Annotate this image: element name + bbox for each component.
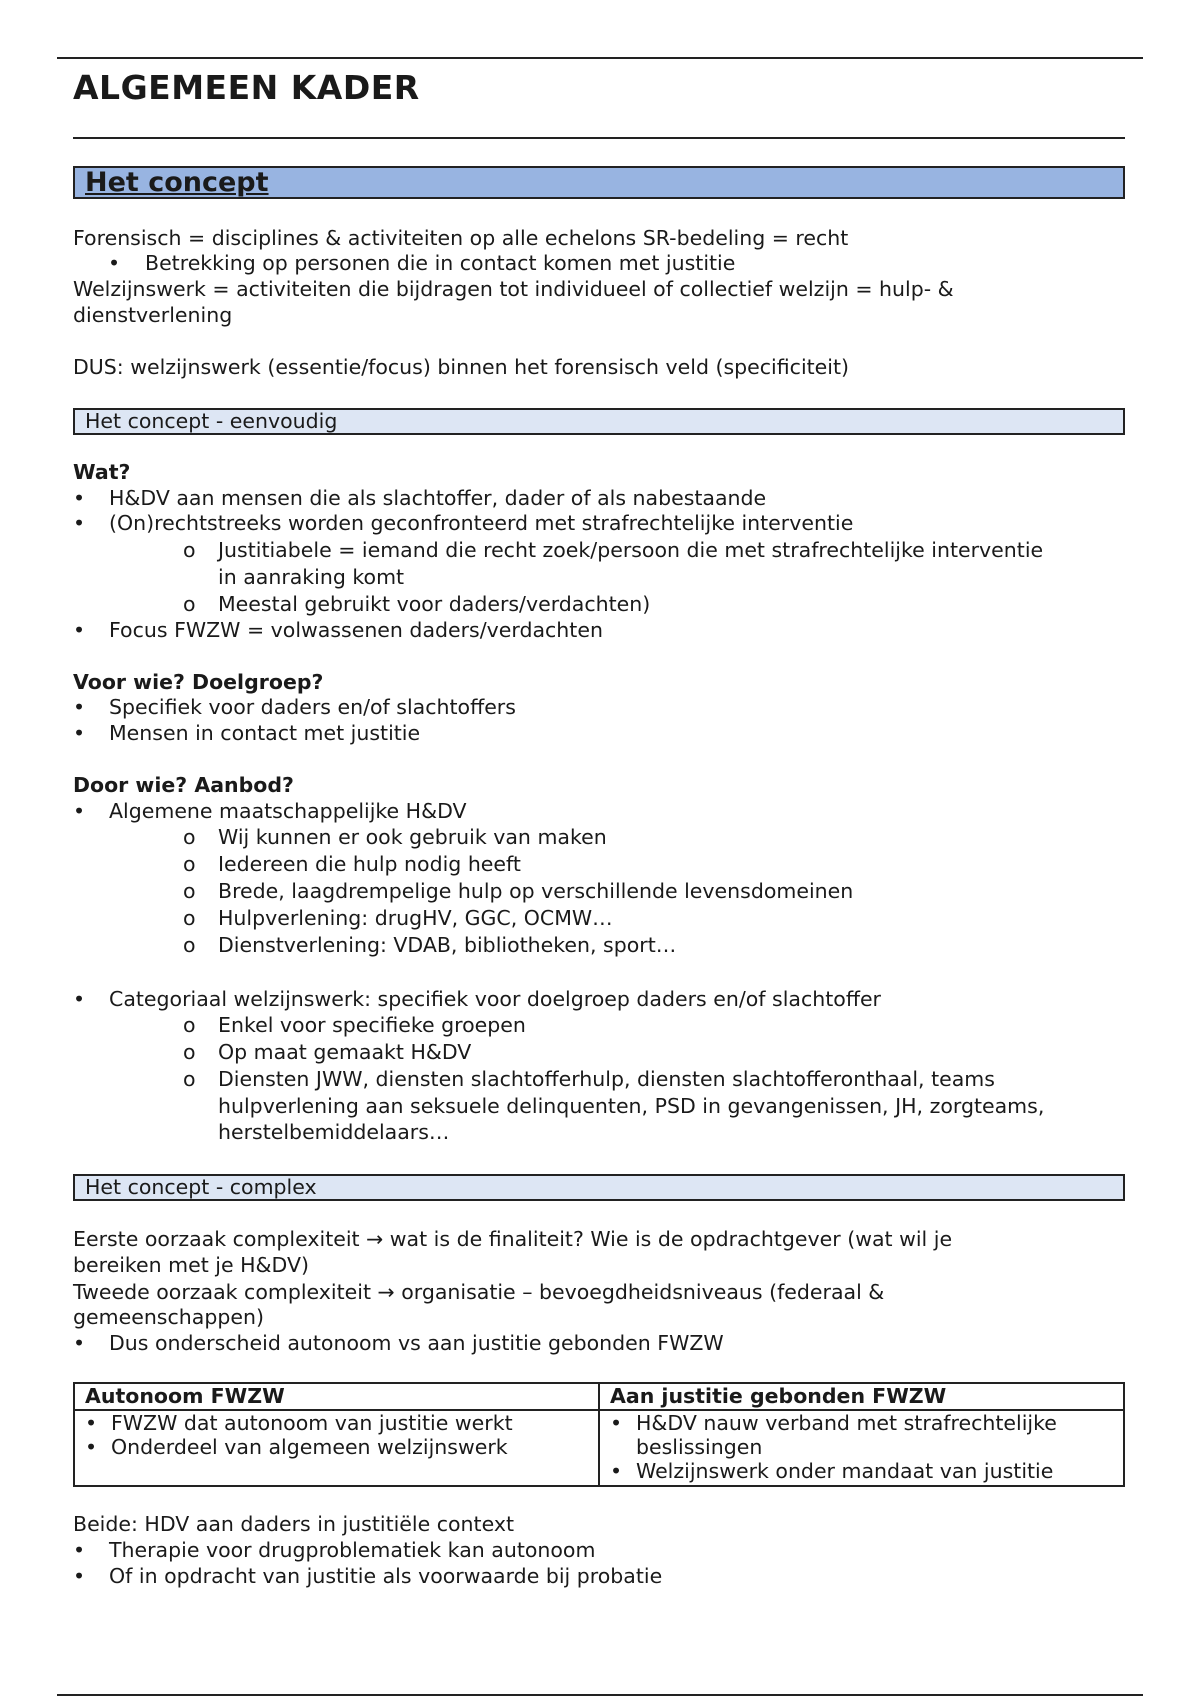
sub-bullet-glyph: o [183, 906, 196, 930]
bullet-glyph: • [73, 1538, 86, 1562]
sub-bullet-glyph: o [183, 879, 196, 903]
subsection-heading-complex: Het concept - complex [73, 1174, 1125, 1201]
bullet-glyph: • [108, 251, 121, 275]
bullet-glyph: • [610, 1411, 623, 1435]
wat-bullet-3: Focus FWZW = volwassenen daders/verdachten [109, 618, 603, 642]
bullet-glyph: • [73, 799, 86, 823]
sub-bullet-glyph: o [183, 933, 196, 957]
sub-bullet-glyph: o [183, 1013, 196, 1037]
voorwie-bullet-1: Specifiek voor daders en/of slachtoffers [109, 695, 516, 719]
sub-bullet-glyph: o [183, 1067, 196, 1091]
complex-bullet-1: Dus onderscheid autonoom vs aan justitie gebonden FWZW [109, 1331, 724, 1355]
categoriaal-sub-3-cont2: herstelbemiddelaars… [218, 1120, 450, 1144]
intro-line-dus: DUS: welzijnswerk (essentie/focus) binnen het forensisch veld (specificiteit) [73, 355, 850, 379]
bullet-glyph: • [85, 1411, 98, 1435]
voorwie-heading: Voor wie? Doelgroep? [73, 670, 324, 694]
comparison-table [73, 1382, 1125, 1487]
title-underline [73, 137, 1125, 139]
doorwie-bullet-2: Categoriaal welzijnswerk: specifiek voor doelgroep daders en/of slachtoffer [109, 987, 881, 1011]
cell-text: H&DV nauw verband met strafrechtelijke [636, 1411, 1057, 1435]
intro-line-welzijnswerk-cont: dienstverlening [73, 303, 233, 327]
intro-line-forensisch: Forensisch = disciplines & activiteiten op alle echelons SR-bedeling = recht [73, 226, 849, 250]
voorwie-bullet-2: Mensen in contact met justitie [109, 721, 421, 745]
bullet-glyph: • [73, 721, 86, 745]
intro-line-welzijnswerk: Welzijnswerk = activiteiten die bijdragen tot individueel of collectief welzijn = hulp- & [73, 277, 954, 301]
bullet-glyph: • [73, 618, 86, 642]
section-heading: Het concept [73, 166, 1125, 199]
complex-line-2-cont: gemeenschappen) [73, 1305, 264, 1329]
subsection-heading-eenvoudig: Het concept - eenvoudig [73, 408, 1125, 435]
bullet-glyph: • [85, 1435, 98, 1459]
categoriaal-sub-3: Diensten JWW, diensten slachtofferhulp, diensten slachtofferonthaal, teams [218, 1067, 995, 1091]
cell-text: FWZW dat autonoom van justitie werkt [111, 1411, 513, 1435]
sub-bullet-glyph: o [183, 538, 196, 562]
sub-bullet-glyph: o [183, 852, 196, 876]
intro-bullet: Betrekking op personen die in contact komen met justitie [145, 251, 736, 275]
doorwie-sub-2: Iedereen die hulp nodig heeft [218, 852, 521, 876]
list-item [85, 1435, 588, 1459]
bullet-glyph: • [610, 1459, 623, 1483]
cell-text: Welzijnswerk onder mandaat van justitie [636, 1459, 1054, 1483]
sub-bullet-glyph: o [183, 825, 196, 849]
categoriaal-sub-2: Op maat gemaakt H&DV [218, 1040, 472, 1064]
page-title: ALGEMEEN KADER [73, 68, 420, 107]
bottom-rule [57, 1694, 1143, 1696]
cell-text: Onderdeel van algemeen welzijnswerk [111, 1435, 508, 1459]
table-header-justitie: Aan justitie gebonden FWZW [599, 1383, 1124, 1410]
complex-line-2: Tweede oorzaak complexiteit → organisatie – bevoegdheidsniveaus (federaal & [73, 1280, 885, 1304]
wat-sub-1-cont: in aanraking komt [218, 565, 405, 589]
doorwie-sub-3: Brede, laagdrempelige hulp op verschillende levensdomeinen [218, 879, 854, 903]
bullet-glyph: • [73, 695, 86, 719]
categoriaal-sub-3-cont1: hulpverlening aan seksuele delinquenten, PSD in gevangenissen, JH, zorgteams, [218, 1094, 1045, 1118]
doorwie-sub-4: Hulpverlening: drugHV, GGC, OCMW… [218, 906, 613, 930]
wat-bullet-1: H&DV aan mensen die als slachtoffer, dader of als nabestaande [109, 486, 767, 510]
doorwie-sub-1: Wij kunnen er ook gebruik van maken [218, 825, 607, 849]
doorwie-bullet-1: Algemene maatschappelijke H&DV [109, 799, 467, 823]
top-rule [57, 57, 1143, 59]
table-cell-justitie [599, 1410, 1124, 1486]
list-item-cont [610, 1435, 1113, 1459]
doorwie-heading: Door wie? Aanbod? [73, 773, 294, 797]
wat-heading: Wat? [73, 460, 131, 484]
cell-text: beslissingen [636, 1435, 763, 1459]
list-item [610, 1459, 1113, 1483]
bullet-glyph: • [73, 1564, 86, 1588]
wat-sub-1: Justitiabele = iemand die recht zoek/persoon die met strafrechtelijke interventie [218, 538, 1044, 562]
bullet-glyph: • [73, 511, 86, 535]
wat-sub-2: Meestal gebruikt voor daders/verdachten) [218, 592, 651, 616]
bullet-glyph: • [73, 486, 86, 510]
table-cell-autonoom [74, 1410, 599, 1486]
sub-bullet-glyph: o [183, 592, 196, 616]
beide-bullet-2: Of in opdracht van justitie als voorwaarde bij probatie [109, 1564, 663, 1588]
bullet-glyph: • [73, 1331, 86, 1355]
beide-bullet-1: Therapie voor drugproblematiek kan autonoom [109, 1538, 596, 1562]
table-header-autonoom: Autonoom FWZW [74, 1383, 599, 1410]
complex-line-1-cont: bereiken met je H&DV) [73, 1253, 309, 1277]
categoriaal-sub-1: Enkel voor specifieke groepen [218, 1013, 526, 1037]
doorwie-sub-5: Dienstverlening: VDAB, bibliotheken, sport… [218, 933, 677, 957]
sub-bullet-glyph: o [183, 1040, 196, 1064]
list-item [610, 1411, 1113, 1435]
beide-line: Beide: HDV aan daders in justitiële context [73, 1512, 515, 1536]
list-item [85, 1411, 588, 1435]
wat-bullet-2: (On)rechtstreeks worden geconfronteerd met strafrechtelijke interventie [109, 511, 854, 535]
complex-line-1: Eerste oorzaak complexiteit → wat is de finaliteit? Wie is de opdrachtgever (wat wil je [73, 1227, 953, 1251]
bullet-glyph: • [73, 987, 86, 1011]
